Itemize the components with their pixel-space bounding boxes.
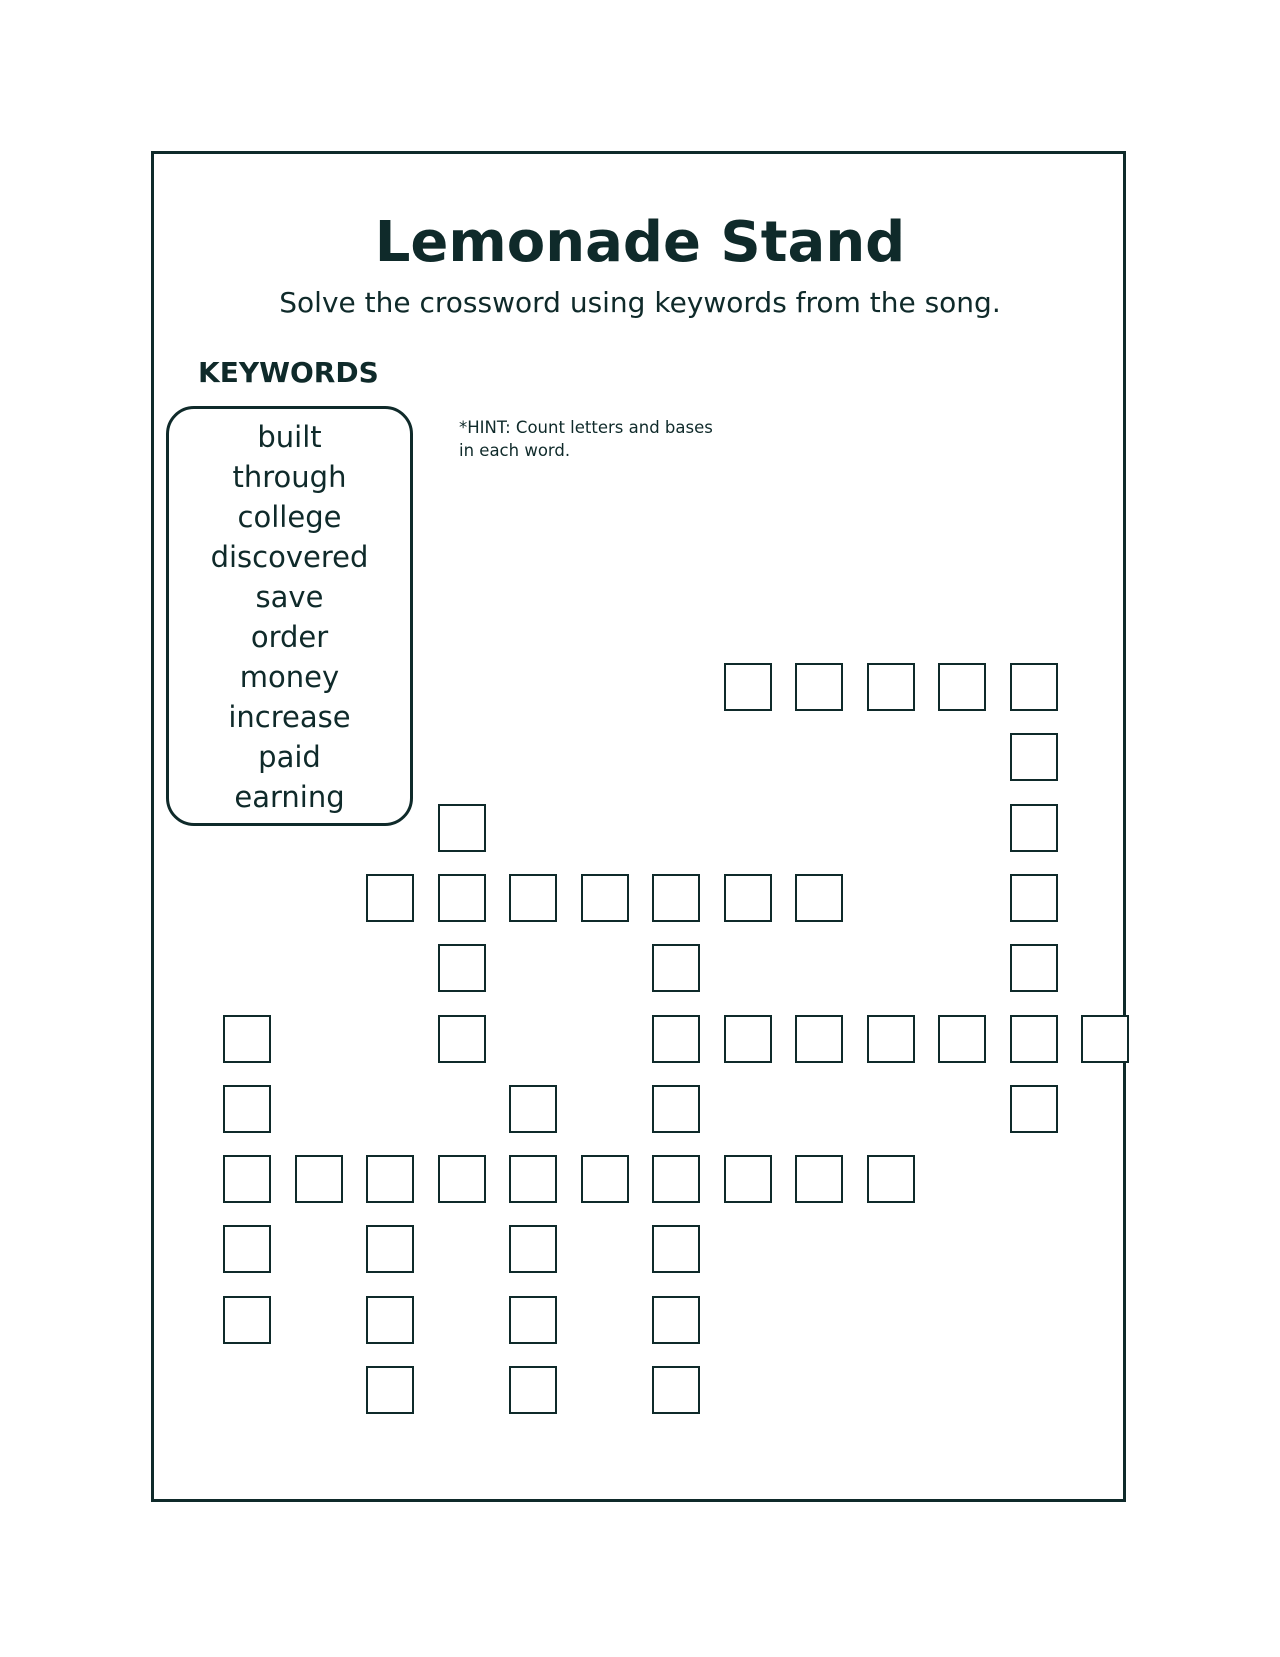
crossword-cell[interactable] [938, 663, 986, 711]
crossword-cell[interactable] [438, 944, 486, 992]
crossword-cell[interactable] [295, 1155, 343, 1203]
keyword-item: through [232, 460, 347, 494]
keyword-item: paid [258, 740, 321, 774]
crossword-cell[interactable] [795, 663, 843, 711]
crossword-cell[interactable] [1010, 874, 1058, 922]
crossword-cell[interactable] [1010, 733, 1058, 781]
crossword-cell[interactable] [652, 1296, 700, 1344]
crossword-cell[interactable] [438, 874, 486, 922]
crossword-cell[interactable] [1081, 1015, 1129, 1063]
crossword-cell[interactable] [652, 1225, 700, 1273]
crossword-cell[interactable] [1010, 1085, 1058, 1133]
crossword-cell[interactable] [652, 1015, 700, 1063]
page-title: Lemonade Stand [374, 210, 906, 275]
keywords-list [169, 417, 410, 817]
crossword-cell[interactable] [938, 1015, 986, 1063]
keyword-item: save [255, 580, 324, 614]
worksheet-frame [151, 151, 1126, 1502]
crossword-cell[interactable] [652, 1085, 700, 1133]
crossword-cell[interactable] [509, 874, 557, 922]
keyword-item: money [239, 660, 340, 694]
keyword-item: discovered [210, 540, 369, 574]
crossword-cell[interactable] [581, 1155, 629, 1203]
hint-text: *HINT: Count letters and bases in each word. [459, 418, 713, 460]
crossword-cell[interactable] [867, 1155, 915, 1203]
crossword-cell[interactable] [652, 1366, 700, 1414]
crossword-cell[interactable] [1010, 1015, 1058, 1063]
crossword-cell[interactable] [795, 1015, 843, 1063]
crossword-cell[interactable] [366, 1296, 414, 1344]
page-subtitle: Solve the crossword using keywords from the song. [279, 286, 1001, 319]
crossword-cell[interactable] [509, 1155, 557, 1203]
crossword-cell[interactable] [438, 1155, 486, 1203]
crossword-cell[interactable] [724, 1155, 772, 1203]
crossword-cell[interactable] [366, 874, 414, 922]
crossword-cell[interactable] [1010, 804, 1058, 852]
crossword-cell[interactable] [652, 874, 700, 922]
crossword-cell[interactable] [581, 874, 629, 922]
crossword-cell[interactable] [867, 663, 915, 711]
crossword-cell[interactable] [724, 874, 772, 922]
keywords-heading: KEYWORDS [198, 356, 379, 389]
crossword-cell[interactable] [509, 1225, 557, 1273]
crossword-cell[interactable] [438, 804, 486, 852]
crossword-cell[interactable] [509, 1366, 557, 1414]
crossword-cell[interactable] [223, 1296, 271, 1344]
crossword-cell[interactable] [366, 1155, 414, 1203]
crossword-cell[interactable] [223, 1085, 271, 1133]
crossword-cell[interactable] [652, 1155, 700, 1203]
keyword-item: earning [234, 780, 345, 814]
crossword-cell[interactable] [867, 1015, 915, 1063]
keywords-box [166, 406, 413, 826]
crossword-cell[interactable] [366, 1366, 414, 1414]
crossword-cell[interactable] [509, 1085, 557, 1133]
crossword-cell[interactable] [438, 1015, 486, 1063]
crossword-cell[interactable] [652, 944, 700, 992]
crossword-cell[interactable] [223, 1015, 271, 1063]
crossword-cell[interactable] [724, 1015, 772, 1063]
crossword-cell[interactable] [795, 874, 843, 922]
crossword-cell[interactable] [1010, 944, 1058, 992]
keyword-item: college [237, 500, 342, 534]
crossword-cell[interactable] [1010, 663, 1058, 711]
keyword-item: built [257, 420, 322, 454]
crossword-cell[interactable] [795, 1155, 843, 1203]
crossword-cell[interactable] [509, 1296, 557, 1344]
keyword-item: order [250, 620, 329, 654]
crossword-cell[interactable] [366, 1225, 414, 1273]
crossword-cell[interactable] [223, 1155, 271, 1203]
keyword-item: increase [228, 700, 351, 734]
crossword-cell[interactable] [223, 1225, 271, 1273]
crossword-cell[interactable] [724, 663, 772, 711]
